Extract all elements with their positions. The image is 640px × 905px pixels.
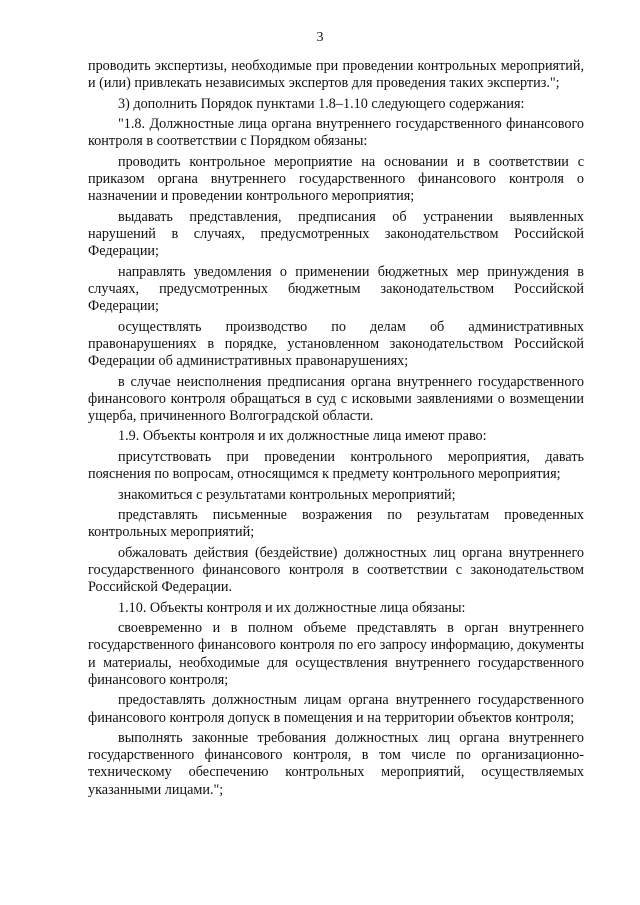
paragraph-p3: "1.8. Должностные лица органа внутреннего государственного финансового контроля в соответствии с Порядком обязаны: [88, 116, 584, 150]
paragraph-p16: предоставлять должностным лицам органа внутреннего государственного финансового контроля допуск в помещения и на территории объектов контроля; [88, 692, 584, 726]
paragraph-p4: проводить контрольное мероприятие на основании и в соответствии с приказом органа внутреннего государственного финансового контроля о назначении и проведении контрольного мероприятия; [88, 153, 584, 205]
paragraph-p13: обжаловать действия (бездействие) должностных лиц органа внутреннего государственного финансового контроля в соответствии с законодательством Российской Федерации. [88, 544, 584, 596]
paragraph-p12: представлять письменные возражения по результатам проведенных контрольных мероприятий; [88, 507, 584, 541]
paragraph-p15: своевременно и в полном объеме представлять в орган внутреннего государственного финансового контроля по его запросу информацию, документы и материалы, необходимые для осуществления внутреннего государственного финансового контроля; [88, 620, 584, 688]
paragraph-p17: выполнять законные требования должностных лиц органа внутреннего государственного финансового контроля, в том числе по организационно-техническому обеспечению контрольных мероприятий, осуществляемых указанными лицами."; [88, 730, 584, 798]
paragraph-p7: осуществлять производство по делам об административных правонарушениях в порядке, установленном законодательством Российской Федерации об административных правонарушениях; [88, 318, 584, 370]
page-number: 3 [316, 30, 324, 45]
paragraph-p14: 1.10. Объекты контроля и их должностные лица обязаны: [118, 599, 466, 616]
paragraph-p8: в случае неисполнения предписания органа внутреннего государственного финансового контроля обращаться в суд с исковыми заявлениями о возмещении ущерба, причиненного Волгоградской области. [88, 373, 584, 424]
paragraph-p2: 3) дополнить Порядок пунктами 1.8–1.10 следующего содержания: [118, 95, 525, 112]
paragraph-p1: проводить экспертизы, необходимые при проведении контрольных мероприятий, и (или) привлекать независимых экспертов для проведения таких экспертиз."; [88, 58, 584, 92]
document-body [88, 58, 584, 799]
paragraph-p9: 1.9. Объекты контроля и их должностные лица имеют право: [118, 428, 487, 445]
paragraph-p6: направлять уведомления о применении бюджетных мер принуждения в случаях, предусмотренных бюджетным законодательством Российской Федерации; [88, 263, 584, 315]
paragraph-p11: знакомиться с результатами контрольных мероприятий; [118, 486, 456, 503]
paragraph-p10: присутствовать при проведении контрольного мероприятия, давать пояснения по вопросам, относящимся к предмету контрольного мероприятия; [88, 448, 584, 483]
paragraph-p5: выдавать представления, предписания об устранении выявленных нарушений в случаях, предусмотренных законодательством Российской Федерации; [88, 208, 584, 260]
